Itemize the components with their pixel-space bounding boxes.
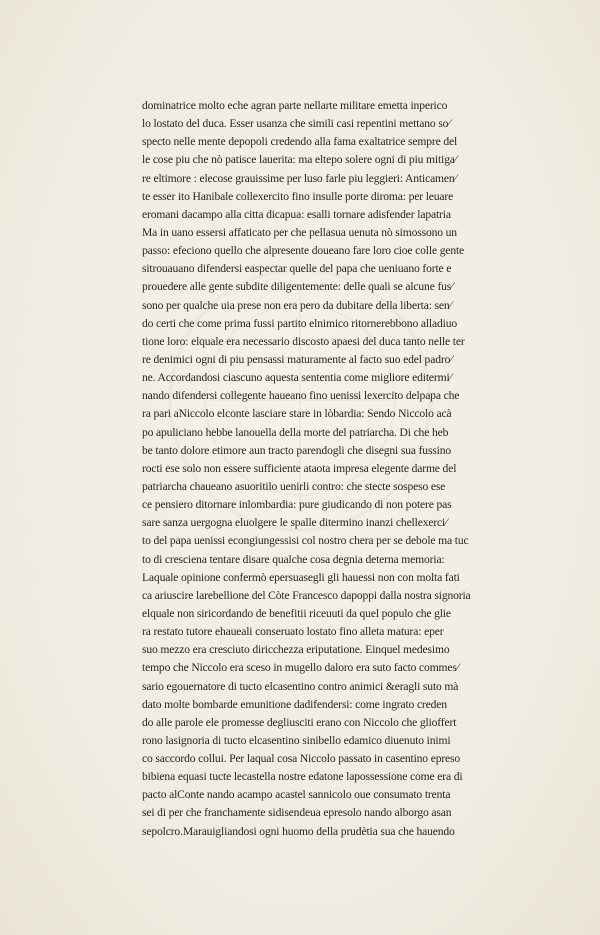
text-line — [142, 496, 542, 514]
line-text: le cose piu che nò patisce lauerita: ma eltepo solere ogni di piu mitiga⁄ — [142, 153, 457, 167]
line-text: be tanto dolore etimore aun tracto parendogli che disegni sua fussino — [142, 443, 452, 457]
text-line — [142, 188, 542, 206]
line-text: dato molte bombarde emunitione dadifendersi: come ingrato creden — [142, 697, 447, 711]
text-line — [142, 387, 542, 405]
line-text: eromani dacampo alla citta dicapua: esalli tornare adisfender lapatria — [142, 207, 451, 221]
text-line — [142, 224, 542, 242]
line-text: specto nelle mente depopoli credendo alla fama exaltatrice sempre del — [142, 135, 458, 149]
text-line — [142, 115, 542, 133]
line-text: sitrouauano difendersi easpectar quelle del papa che ueniuano forte e — [142, 262, 452, 276]
text-line — [142, 206, 542, 224]
line-text: po apuliciano hebbe lanouella della morte del patriarcha. Di che heb — [142, 425, 449, 439]
text-line — [142, 351, 542, 369]
printed-text-block — [142, 97, 542, 841]
text-line — [142, 369, 542, 387]
line-text: sario egouernatore di tucto elcasentino contro animici &eragli suto mà — [142, 679, 459, 693]
line-text: te esser ito Hanibale collexercito fino insulle porte diroma: per leuare — [142, 189, 454, 203]
line-text: do alle parole ele promesse degliusciti erano con Niccolo che glioffert — [142, 715, 457, 729]
line-text: tempo che Niccolo era sceso in mugello daloro era suto facto commes⁄ — [142, 661, 459, 675]
line-text: rono lasignoria di tucto elcasentino sinibello edamico diuenuto inimi — [142, 733, 451, 747]
text-line — [142, 170, 542, 188]
line-text: passo: efeciono quello che alpresente doueano fare loro cioe colle gente — [142, 244, 465, 258]
line-text: sare sanza uergogna eluolgere le spalle ditermino inanzi chellexerci⁄ — [142, 516, 447, 530]
line-text: suo mezzo era cresciuto diricchezza eriputatione. Einquel medesimo — [142, 643, 450, 657]
text-line — [142, 460, 542, 478]
text-line — [142, 551, 542, 569]
line-text: lo lostato del duca. Esser usanza che simili casi repentini mettano so⁄ — [142, 117, 451, 131]
line-text: nando difendersi collegente haueano fino uenissi lexercito delpapa che — [142, 389, 460, 403]
line-text: to del papa uenissi econgiungessisi col nostro chera per se debole ma tuc — [142, 534, 469, 548]
text-line — [142, 424, 542, 442]
text-line — [142, 823, 542, 841]
line-text: to di cresciena tentare disare qualche cosa degnia deterna memoria: — [142, 552, 445, 566]
text-line — [142, 696, 542, 714]
text-line — [142, 405, 542, 423]
line-text: patriarcha chaueano asuoritilo uenirli contro: che stecte sospeso ese — [142, 479, 446, 493]
line-text: ca ariuscire larebellione del Còte Francesco dapoppi dalla nostra signoria — [142, 588, 471, 602]
line-text: elquale non siricordando de benefitii riceuuti da quel populo che glie — [142, 606, 451, 620]
line-text: rocti ese solo non essere sufficiente ataota impresa elegente darme del — [142, 461, 457, 475]
line-text: prouedere alle gente subdite diligentemente: delle quali se alcune fus⁄ — [142, 280, 453, 294]
text-line — [142, 641, 542, 659]
text-line — [142, 659, 542, 677]
text-line — [142, 804, 542, 822]
line-text: sono per qualche uia prese non era pero da dubitare della liberta: sen⁄ — [142, 298, 452, 312]
text-line — [142, 297, 542, 315]
line-text: re eltimore : elecose grauissime per luso farle piu leggieri: Anticamen⁄ — [142, 171, 457, 185]
line-text: co saccordo collui. Per laqual cosa Niccolo passato in casentino epreso — [142, 752, 461, 766]
line-text: do certi che come prima fussi partito elnimico ritornerebbono alladiuo — [142, 316, 457, 330]
line-text: tione loro: elquale era necessario discosto apaesi del duca tanto nelle ter — [142, 334, 465, 348]
line-text: ra pari aNiccolo elconte lasciare stare in lòbardia: Sendo Niccolo acà — [142, 407, 452, 421]
text-line — [142, 514, 542, 532]
text-line — [142, 786, 542, 804]
text-line — [142, 587, 542, 605]
line-text: sei di per che franchamente sidisendeua epresolo nando alborgo asan — [142, 806, 452, 820]
text-line — [142, 97, 542, 115]
text-line — [142, 151, 542, 169]
line-text: ra restato tutore ehaueali conseruato lostato fino alleta matura: eper — [142, 625, 444, 639]
text-line — [142, 478, 542, 496]
text-line — [142, 260, 542, 278]
text-line — [142, 768, 542, 786]
text-line — [142, 678, 542, 696]
line-text: Laquale opinione confermò epersuasegli gli hauessi non con molta fati — [142, 570, 460, 584]
text-line — [142, 532, 542, 550]
line-text: re denimici ogni di piu pensassi maturamente al facto suo edel padro⁄ — [142, 352, 452, 366]
line-text: dominatrice molto eche agran parte nellarte militare emetta inperico — [142, 99, 448, 112]
text-line — [142, 569, 542, 587]
text-line — [142, 605, 542, 623]
text-line — [142, 278, 542, 296]
line-text: sepolcro.Marauigliandosi ogni huomo della prudètia sua che hauendo — [142, 824, 455, 838]
text-line — [142, 623, 542, 641]
text-line — [142, 315, 542, 333]
text-line — [142, 750, 542, 768]
text-line — [142, 242, 542, 260]
text-line — [142, 133, 542, 151]
line-text: pacto alConte nando acampo acastel sannicolo oue consumato trenta — [142, 788, 451, 802]
line-text: bibiena equasi tucte lecastella nostre edatone lapossessione come era di — [142, 770, 463, 784]
text-line — [142, 732, 542, 750]
line-text: Ma in uano essersi affaticato per che pellasua uenuta nò simossono un — [142, 225, 457, 239]
text-line — [142, 714, 542, 732]
line-text: ce pensiero ditornare inlombardia: pure giudicando di non potere pas — [142, 498, 452, 512]
text-line — [142, 442, 542, 460]
text-line — [142, 333, 542, 351]
line-text: ne. Accordandosi ciascuno aquesta sententia come migliore editermi⁄ — [142, 371, 452, 385]
